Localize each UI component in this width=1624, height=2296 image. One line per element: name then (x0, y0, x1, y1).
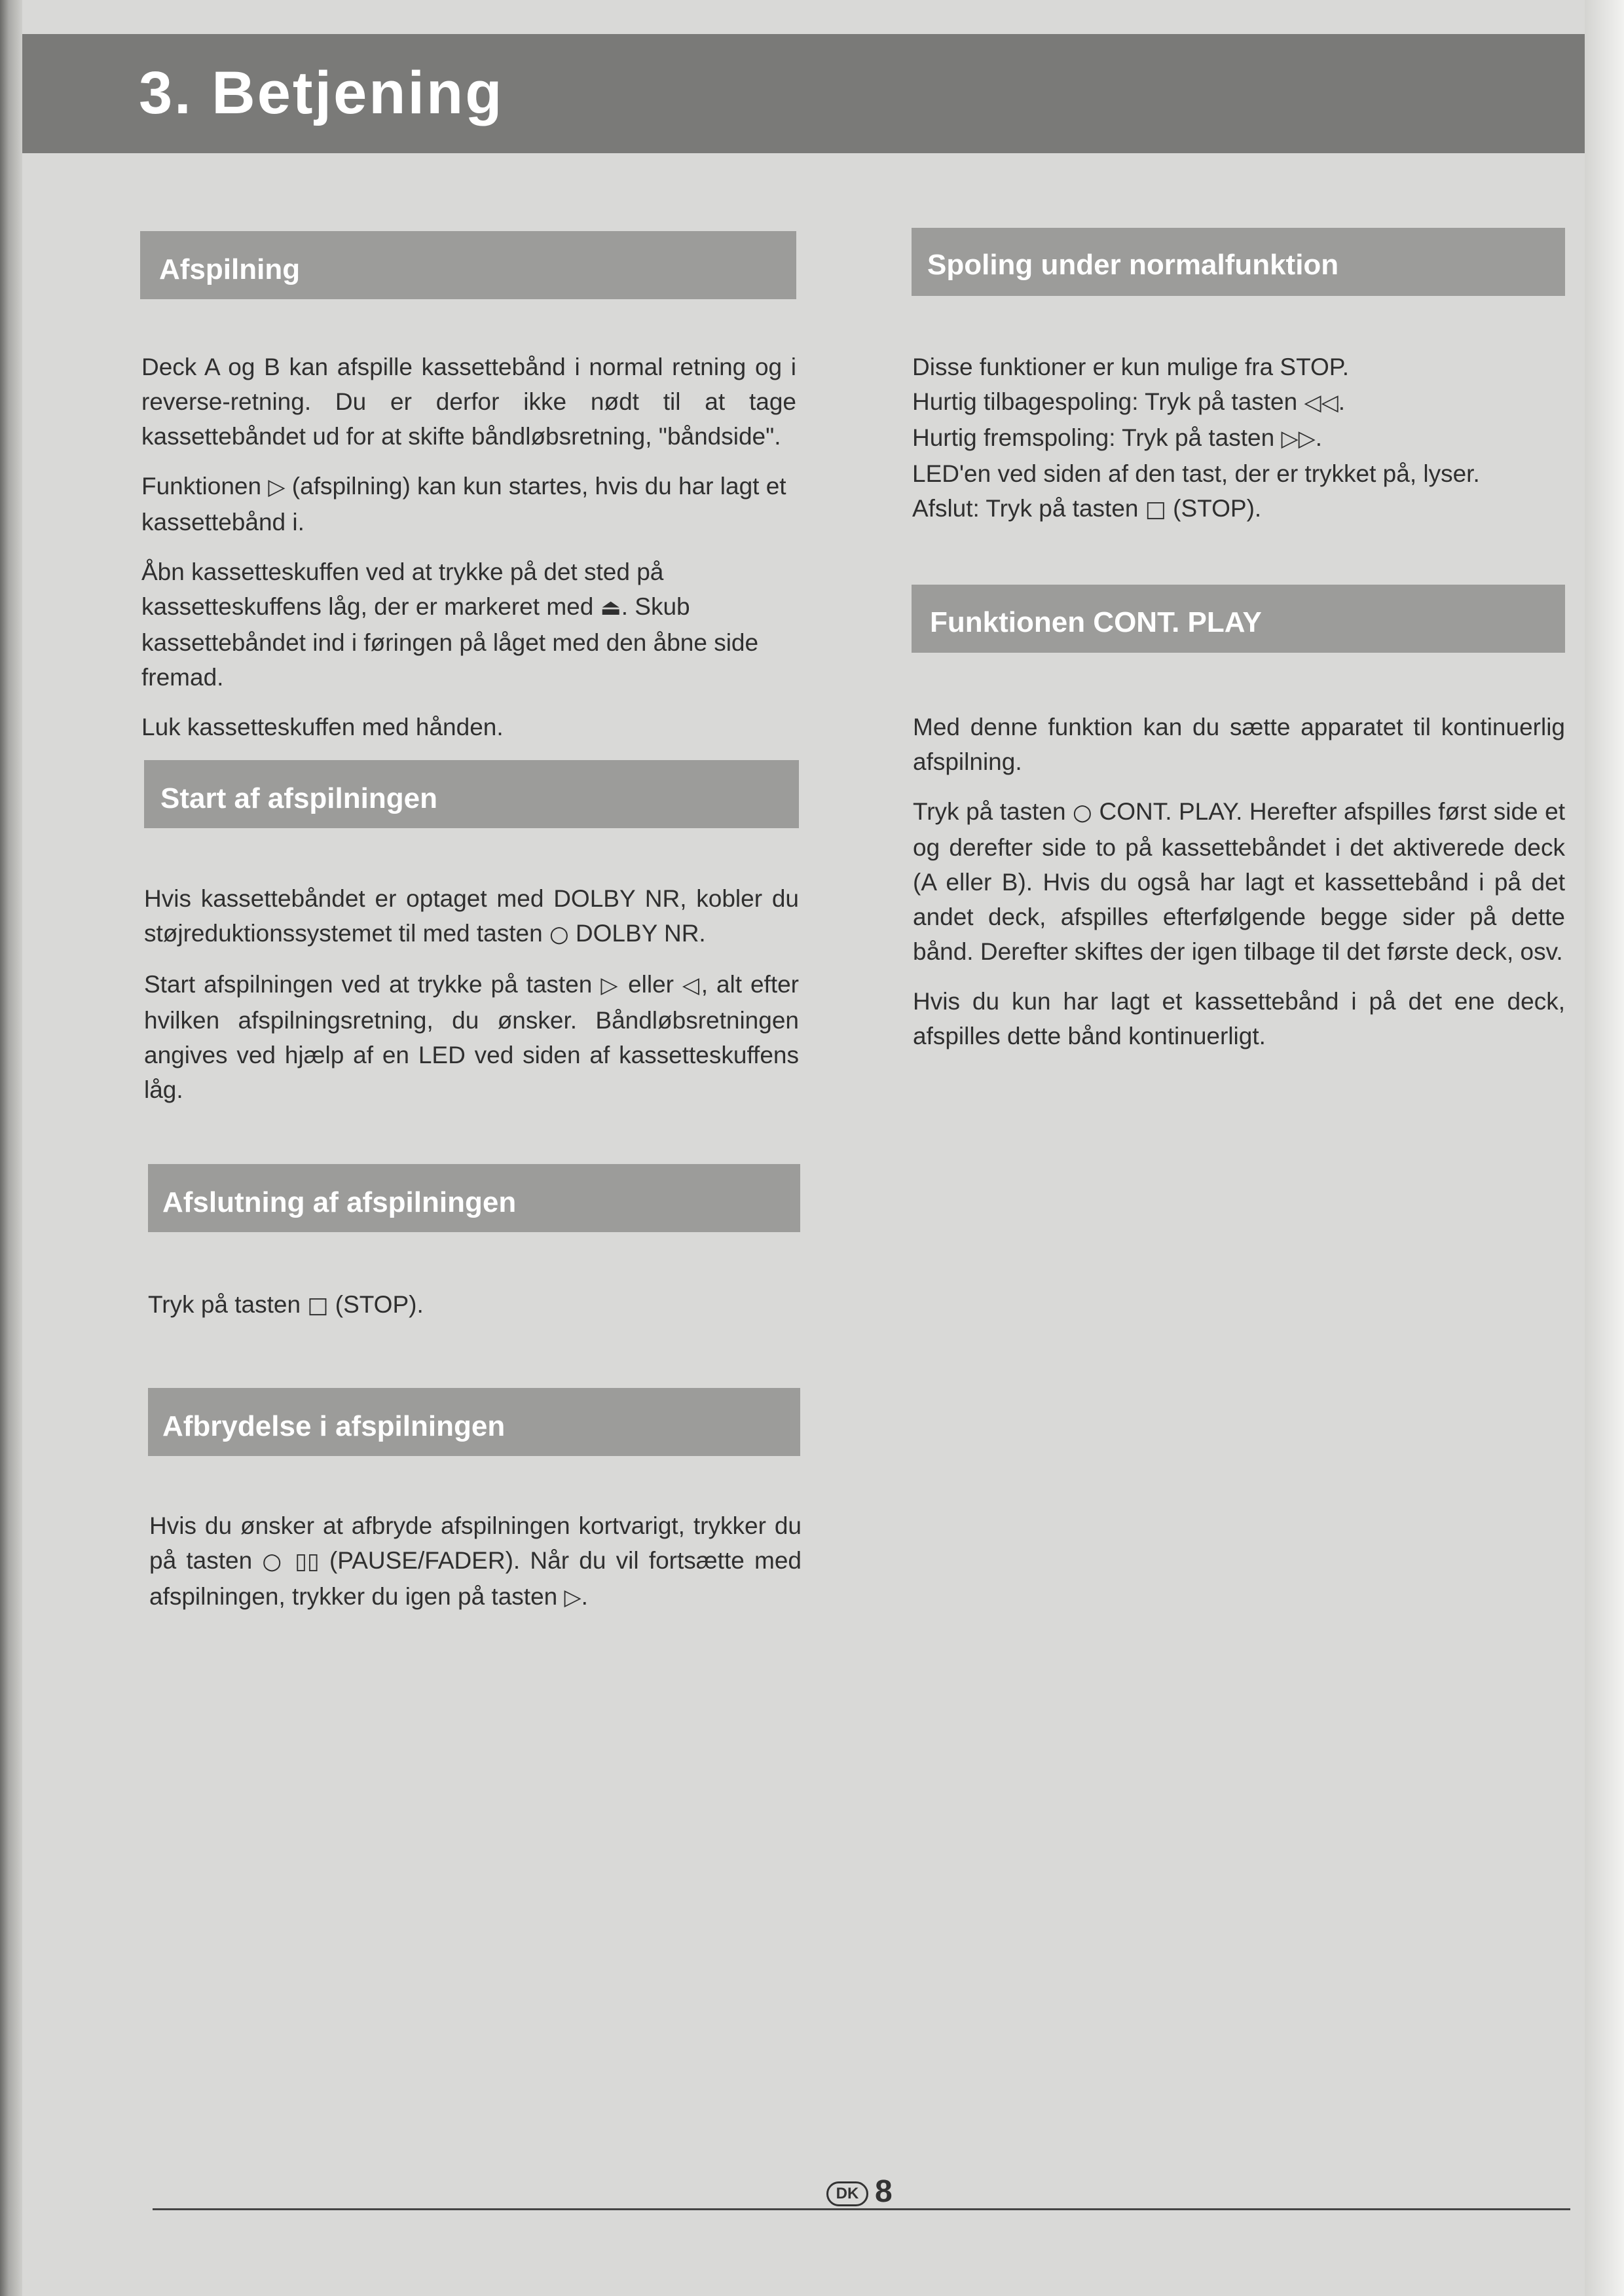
circle-button-icon: ○ (262, 1548, 286, 1575)
paragraph: Luk kassetteskuffen med hånden. (141, 714, 504, 740)
section-body-contplay (913, 710, 1565, 1068)
section-body-afslutning (148, 1287, 800, 1338)
section-title-afslutning: Afslutning af afspilningen (162, 1186, 517, 1218)
play-reverse-icon: ◁ (682, 972, 701, 998)
section-body-afspilning (141, 350, 796, 759)
language-badge: DK (826, 2181, 868, 2206)
paragraph: Tryk på tasten ○ CONT. PLAY. Herefter afspilles først side et og derefter side to på kassettebåndet i det aktiverede deck (A eller B). Hvis du også har lagt et kassettebånd i på det andet deck, afspilles efterfølgende begge sider på dette bånd. Derefter skiftes der igen tilbage til det første deck, osv. (913, 798, 1565, 965)
section-title-start: Start af afspilningen (160, 782, 437, 814)
section-body-spoling (912, 350, 1567, 527)
line: Hurtig tilbagespoling: Tryk på tasten ◁◁. (912, 388, 1346, 416)
paragraph: Tryk på tasten □ (STOP). (148, 1291, 424, 1319)
stop-icon: □ (1145, 496, 1166, 522)
pause-icon: ▯▯ (295, 1548, 320, 1575)
rewind-icon: ◁◁ (1304, 390, 1338, 416)
binding-edge (0, 0, 22, 2296)
section-body-start (144, 881, 799, 1122)
paragraph: Funktionen ▷ (afspilning) kan kun startes, hvis du har lagt et kassettebånd i. (141, 473, 786, 536)
play-forward-icon: ▷ (600, 972, 620, 998)
circle-button-icon: ○ (1073, 799, 1092, 826)
paragraph: Med denne funktion kan du sætte apparatet til kontinuerlig afspilning. (913, 714, 1565, 775)
paragraph: Start afspilningen ved at trykke på tasten ▷ eller ◁, alt efter hvilken afspilningsretning, du ønsker. Båndløbsretningen angives ved hjælp af en LED ved siden af kassetteskuffens låg. (144, 971, 799, 1103)
page-edge (1585, 0, 1624, 2296)
play-icon: ▷ (268, 474, 286, 500)
fast-forward-icon: ▷▷ (1281, 426, 1316, 452)
line: LED'en ved siden af den tast, der er trykket på, lyser. (912, 460, 1480, 487)
section-title-afspilning: Afspilning (159, 253, 301, 285)
stop-icon: □ (307, 1292, 329, 1319)
page-number: 8 (875, 2174, 893, 2209)
section-title-spoling: Spoling under normalfunktion (927, 249, 1339, 281)
line: Disse funktioner er kun mulige fra STOP. (912, 354, 1349, 380)
chapter-title: 3. Betjening (139, 60, 504, 126)
paragraph: Deck A og B kan afspille kassettebånd i normal retning og i reverse-retning. Du er derfor ikke nødt til at tage kassettebåndet ud for at skifte båndløbsretning, "båndside". (141, 354, 796, 450)
paragraph: Hvis kassettebåndet er optaget med DOLBY NR, kobler du støjreduktionssystemet til med tasten ○ DOLBY NR. (144, 885, 799, 947)
paragraph: Hvis du ønsker at afbryde afspilningen kortvarigt, trykker du på tasten ○ ▯▯ (PAUSE/FADER). Når du vil fortsætte med afspilningen, trykker du igen på tasten ▷. (149, 1512, 802, 1611)
line: Hurtig fremspoling: Tryk på tasten ▷▷. (912, 424, 1323, 452)
eject-icon: ⏏ (600, 594, 621, 621)
circle-button-icon: ○ (549, 921, 569, 947)
footer-rule (153, 2208, 1570, 2210)
section-title-contplay: Funktionen CONT. PLAY (930, 606, 1262, 638)
line: Afslut: Tryk på tasten □ (STOP). (912, 495, 1262, 522)
paragraph: Åbn kassetteskuffen ved at trykke på det sted på kassetteskuffens låg, der er markeret med ⏏. Skub kassettebåndet ind i føringen på låget med den åbne side fremad. (141, 558, 759, 691)
section-title-afbrydelse: Afbrydelse i afspilningen (162, 1410, 506, 1442)
play-icon: ▷ (564, 1584, 581, 1611)
section-body-afbrydelse (149, 1508, 802, 1630)
paragraph: Hvis du kun har lagt et kassettebånd i på det ene deck, afspilles dette bånd kontinuerligt. (913, 988, 1565, 1049)
